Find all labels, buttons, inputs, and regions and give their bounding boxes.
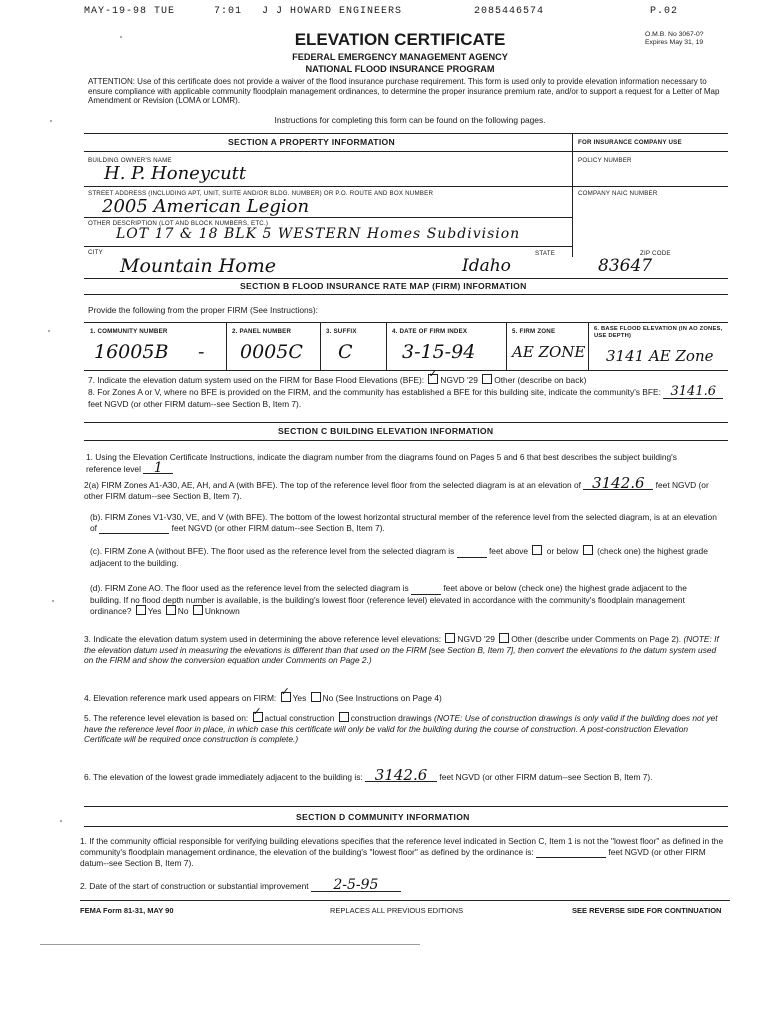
c-item2d-yes-checkbox[interactable] [136,605,146,615]
c-item5-actual-checkbox[interactable] [253,712,263,722]
zip-code-label: ZIP CODE [640,250,671,257]
other-description-label: OTHER DESCRIPTION (LOT AND BLOCK NUMBERS, ETC.) [88,220,269,227]
c-item3 [84,633,724,666]
c-item5-drawings-label: construction drawings [350,713,432,723]
firm-value-date-of-index: 3-15-94 [402,341,476,363]
street-address-value: 2005 American Legion [102,196,310,217]
firm-col-zone: 5. FIRM ZONE [512,328,556,335]
footer-form-number: FEMA Form 81-31, MAY 90 [80,906,174,915]
c-item2b [90,512,720,534]
c-item2a-tail: feet NGVD (or other FIRM datum--see Section B, Item 7). [84,480,709,501]
section-a-heading: SECTION A PROPERTY INFORMATION [228,137,396,147]
c-item4-no-label: No [322,693,334,703]
fax-page-number: P.02 [650,6,679,17]
omb-number: O.M.B. No 3067-0? [645,31,704,38]
d-item1-text: 1. If the community official responsible for verifying building elevations specifies that the reference level indicated in Section C, Item 1 is not the "lowest floor" as defined in the community's floodplain management ordinance, the elevation of the building's "lowest floor" as defined by the ordinance is: [80,836,724,857]
owner-name-value: H. P. Honeycutt [104,163,247,184]
c-item5-drawings-checkbox[interactable] [339,712,349,722]
c-item6 [84,766,724,784]
c-item1 [86,452,706,474]
c-item3-other-label: Other (describe under Comments on Page 2). [511,634,682,644]
agency-name: FEDERAL EMERGENCY MANAGEMENT AGENCY [292,52,508,62]
other-description-value: LOT 17 & 18 BLK 5 WESTERN Homes Subdivision [116,226,521,242]
c-item5 [84,712,724,745]
item7-ngvd-checkbox[interactable] [428,374,438,384]
firm-col-base-flood-elevation: 6. BASE FLOOD ELEVATION (IN AO ZONES, USE DEPTH) [594,326,723,339]
c-item2a [84,474,724,501]
c-item2c-value[interactable] [457,546,487,558]
section-b-intro: Provide the following from the proper FIRM (See Instructions): [88,305,318,315]
item8-value[interactable]: 3141.6 [663,387,723,399]
c-item1-text: 1. Using the Elevation Certificate Instructions, indicate the diagram number from the diagrams found on Pages 5 and 6 that best describes the subject building's reference level [86,452,677,474]
footer-see-reverse: SEE REVERSE SIDE FOR CONTINUATION [572,906,722,915]
c-item4-tail: (See Instructions on Page 4) [335,693,442,703]
firm-value-suffix: C [338,341,353,363]
d-item1 [80,836,730,869]
policy-number-label: POLICY NUMBER [578,157,632,164]
attention-notice: ATTENTION: Use of this certificate does not provide a waiver of the flood insurance purchase requirement. This form is used only to provide elevation information necessary to ensure compliance with applicable community floodplain management ordinances, to determine the proper insurance premium rate, and/or to support a request for a Letter of Map Amendment or Revision (LOMA or LOMR). [88,77,720,106]
firm-col-suffix: 3. SUFFIX [326,328,357,335]
instructions-note: Instructions for completing this form can be found on the following pages. [274,115,546,125]
zip-code-value: 83647 [598,256,653,276]
state-label: STATE [535,250,556,257]
firm-value-zone: AE ZONE [512,343,586,361]
c-item1-value[interactable]: 1 [143,463,173,475]
c-item4-text: 4. Elevation reference mark used appears on FIRM: [84,693,277,703]
item7-text: 7. Indicate the elevation datum system used on the FIRM for Base Flood Elevations (BFE): [88,375,425,385]
scan-speck [48,330,50,332]
fax-time: 7:01 [214,6,243,17]
c-item5-actual-label: actual construction [264,713,335,723]
c-item2d-yes-label: Yes [147,606,162,617]
fax-phone: 2085446574 [474,6,545,17]
program-name: NATIONAL FLOOD INSURANCE PROGRAM [305,64,495,74]
c-item4-yes-checkbox[interactable] [281,692,291,702]
section-b-heading: SECTION B FLOOD INSURANCE RATE MAP (FIRM) INFORMATION [240,281,527,291]
item8-row [88,384,728,409]
c-item2c [90,545,720,568]
c-item2a-text: 2(a) FIRM Zones A1-A30, AE, AH, and A (with BFE). The top of the reference level floor from the selected diagram is at an elevation of [84,480,582,490]
scan-speck [120,36,122,38]
c-item4-no-checkbox[interactable] [311,692,321,702]
c-item6-tail: feet NGVD (or other FIRM datum--see Section B, Item 7). [439,772,653,782]
c-item4 [84,692,724,704]
c-item2d-unknown-checkbox[interactable] [193,605,203,615]
d-item1-tail: feet NGVD (or other FIRM datum--see Section B, Item 7). [80,846,706,869]
city-label: CITY [88,249,103,256]
c-item3-text: 3. Indicate the elevation datum system used in determining the above reference level elevations: [84,634,442,644]
scan-streak [40,944,420,945]
c-item2c-below-checkbox[interactable] [583,545,593,555]
firm-value-panel-number: 0005C [240,341,303,363]
scan-speck [60,820,62,822]
state-value: Idaho [462,256,511,276]
item8-text: 8. For Zones A or V, where no BFE is provided on the FIRM, and the community has established a BFE for this building site, indicate the community's BFE: [88,387,661,397]
city-value: Mountain Home [120,255,276,277]
c-item2d-text: (d). FIRM Zone AO. The floor used as the reference level from the selected diagram is [90,583,409,593]
form-title: ELEVATION CERTIFICATE [294,30,506,49]
c-item2c-tail2: or below [546,546,579,556]
c-item2b-tail: feet NGVD (or other FIRM datum--see Section B, Item 7). [171,522,385,533]
c-item4-yes-label: Yes [292,693,307,703]
item7-ngvd-label: NGVD '29 [440,375,478,385]
firm-value-community-number: 16005B [94,341,169,363]
omb-expiry: Expires May 31, 19 [645,39,704,46]
d-item2-value[interactable]: 2-5-95 [311,880,401,892]
c-item5-note: (NOTE: Use of construction drawings is only valid if the building does not yet have the reference level floor in place, in which case this certificate will only be valid for the building during the course of construction. A post-construction Elevation Certificate will be required once construction is complete.) [84,713,718,745]
firm-col-date-of-index: 4. DATE OF FIRM INDEX [392,328,468,335]
c-item2d [90,583,720,617]
c-item2d-value[interactable] [411,583,441,595]
d-item2-text: 2. Date of the start of construction or substantial improvement [80,881,309,891]
item7-other-label: Other (describe on back) [494,375,587,385]
firm-value-dash: - [198,341,205,363]
c-item2c-tail3: (check one) the highest grade adjacent to the building. [90,546,708,568]
insurance-use-label: FOR INSURANCE COMPANY USE [578,139,682,146]
fax-sender: J J HOWARD ENGINEERS [262,6,403,17]
c-item2a-value[interactable]: 3142.6 [583,478,653,490]
item7-row [88,374,738,386]
c-item6-text: 6. The elevation of the lowest grade immediately adjacent to the building is: [84,772,363,782]
owner-name-label: BUILDING OWNER'S NAME [88,157,172,164]
c-item3-other-checkbox[interactable] [499,633,509,643]
section-c-heading: SECTION C BUILDING ELEVATION INFORMATION [278,426,494,436]
d-item2 [80,877,730,893]
c-item3-ngvd-checkbox[interactable] [445,633,455,643]
footer-replaces: REPLACES ALL PREVIOUS EDITIONS [330,906,464,915]
c-item2b-value[interactable] [99,523,169,535]
item7-other-checkbox[interactable] [482,374,492,384]
firm-col-community-number: 1. COMMUNITY NUMBER [90,328,168,335]
scan-speck [52,600,54,602]
c-item6-value[interactable]: 3142.6 [365,770,437,782]
c-item2d-tail: feet above or below (check one) the highest grade adjacent to the building. If no flood depth number is available, is the building's lowest floor (reference level) elevated in accordance with the community's floodplain management ordinance? [90,583,687,617]
omb-block [645,31,745,47]
section-d-heading: SECTION D COMMUNITY INFORMATION [296,812,470,822]
firm-col-panel-number: 2. PANEL NUMBER [232,328,292,335]
c-item3-note: (NOTE: If the elevation datum used in measuring the elevations is different than that used on the FIRM [see Section B, Item 7], then convert the elevations to the datum system used on the FIRM and show the conversion equation under Comments on Page 2.) [84,634,719,666]
company-naic-label: COMPANY NAIC NUMBER [578,190,658,197]
c-item3-ngvd-label: NGVD '29 [457,634,495,644]
street-address-label: STREET ADDRESS (INCLUDING APT, UNIT, SUITE AND/OR BLDG. NUMBER) OR P.O. ROUTE AND BOX NUMBER [88,190,434,197]
d-item1-value[interactable] [536,847,606,859]
c-item2d-no-label: No [177,606,189,617]
c-item2d-unknown-label: Unknown [204,606,240,617]
c-item2c-tail1: feet above [488,546,529,556]
firm-value-base-flood-elevation: 3141 AE Zone [606,347,714,365]
fax-date: MAY-19-98 TUE [84,6,176,17]
c-item5-text: 5. The reference level elevation is based on: [84,713,249,723]
c-item2c-text: (c). FIRM Zone A (without BFE). The floor used as the reference level from the selected diagram is [90,546,455,556]
c-item2b-text: (b). FIRM Zones V1-V30, VE, and V (with BFE). The bottom of the lowest horizontal structural member of the reference level from the selected diagram, is at an elevation of [90,512,717,533]
scan-speck [50,120,52,122]
item8-tail: feet NGVD (or other FIRM datum--see Section B, Item 7). [88,398,302,409]
c-item2d-no-checkbox[interactable] [166,605,176,615]
c-item2c-above-checkbox[interactable] [532,545,542,555]
